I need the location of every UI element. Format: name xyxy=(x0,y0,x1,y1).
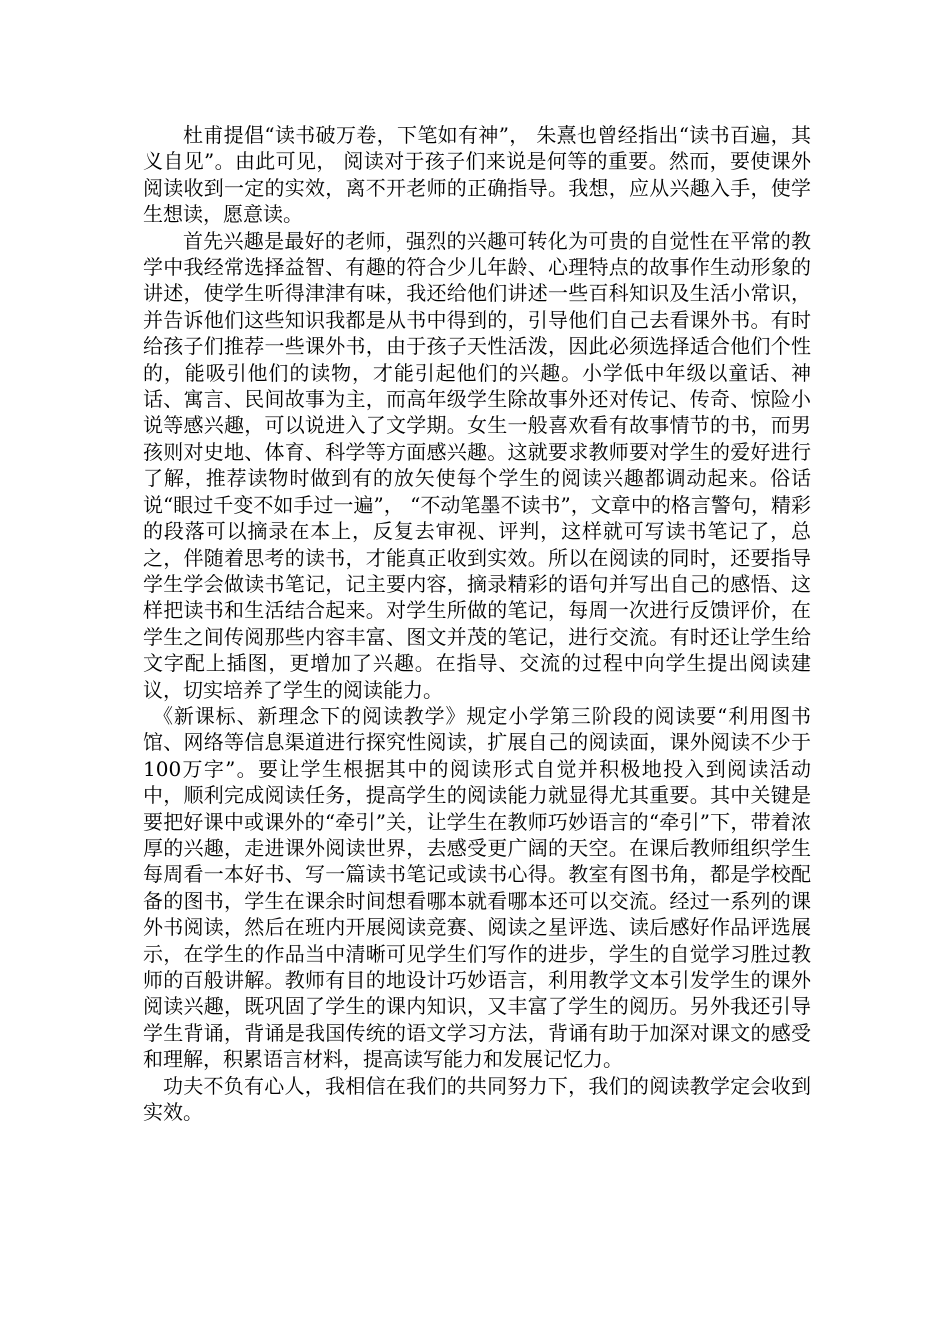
paragraph-conclusion: 功夫不负有心人，我相信在我们的共同努力下，我们的阅读教学定会收到实效。 xyxy=(143,1073,811,1125)
paragraph-interest: 首先兴趣是最好的老师，强烈的兴趣可转化为可贵的自觉性在平常的教学中我经常选择益智、有趣的符合少儿年龄、心理特点的故事作生动形象的讲述，使学生听得津津有味，我还给他们讲述一些百科知识及生活小常识，并告诉他们这些知识我都是从书中得到的，引导他们自己去看课外书。有时给孩子们推荐一些课外书，由于孩子天性活泼，因此必须选择适合他们个性的，能吸引他们的读物，才能引起他们的兴趣。小学低中年级以童话、神话、寓言、民间故事为主，而高年级学生除故事外还对传记、传奇、惊险小说等感兴趣，可以说进入了文学期。女生一般喜欢看有故事情节的书，而男孩则对史地、体育、科学等方面感兴趣。这就要求教师要对学生的爱好进行了解，推荐读物时做到有的放矢使每个学生的阅读兴趣都调动起来。俗话说“眼过千变不如手过一遍”， “不动笔墨不读书”，文章中的格言警句，精彩的段落可以摘录在本上，反复去审视、评判，这样就可写读书笔记了，总之，伴随着思考的读书，才能真正收到实效。所以在阅读的同时，还要指导学生学会做读书笔记，记主要内容，摘录精彩的语句并写出自己的感悟、这样把读书和生活结合起来。对学生所做的笔记，每周一次进行反馈评价，在学生之间传阅那些内容丰富、图文并茂的笔记，进行交流。有时还让学生给文字配上插图，更增加了兴趣。在指导、交流的过程中向学生提出阅读建议，切实培养了学生的阅读能力。 xyxy=(143,228,811,702)
paragraph-intro: 杜甫提倡“读书破万卷，下笔如有神”， 朱熹也曾经指出“读书百遍，其义自见”。由此可见， 阅读对于孩子们来说是何等的重要。然而，要使课外阅读收到一定的实效，离不开老师的正确指导。我想，应从兴趣入手，使学生想读，愿意读。 xyxy=(143,123,811,227)
document-body xyxy=(143,122,811,1125)
paragraph-curriculum: 《新课标、新理念下的阅读教学》规定小学第三阶段的阅读要“利用图书馆、网络等信息渠道进行探究性阅读，扩展自己的阅读面，课外阅读不少于100万字”。要让学生根据其中的阅读形式自觉并积极地投入到阅读活动中，顺利完成阅读任务，提高学生的阅读能力就显得尤其重要。其中关键是要把好课中或课外的“牵引”关，让学生在教师巧妙语言的“牵引”下，带着浓厚的兴趣，走进课外阅读世界，去感受更广阔的天空。在课后教师组织学生每周看一本好书、写一篇读书笔记或读书心得。教室有图书角，都是学校配备的图书，学生在课余时间想看哪本就看哪本还可以交流。经过一系列的课外书阅读，然后在班内开展阅读竞赛、阅读之星评选、读后感好作品评选展示，在学生的作品当中清晰可见学生们写作的进步，学生的自觉学习胜过教师的百般讲解。教师有目的地设计巧妙语言，利用教学文本引发学生的课外阅读兴趣，既巩固了学生的课内知识，又丰富了学生的阅历。另外我还引导学生背诵，背诵是我国传统的语文学习方法，背诵有助于加深对课文的感受和理解，积累语言材料，提高读写能力和发展记忆力。 xyxy=(143,703,811,1072)
